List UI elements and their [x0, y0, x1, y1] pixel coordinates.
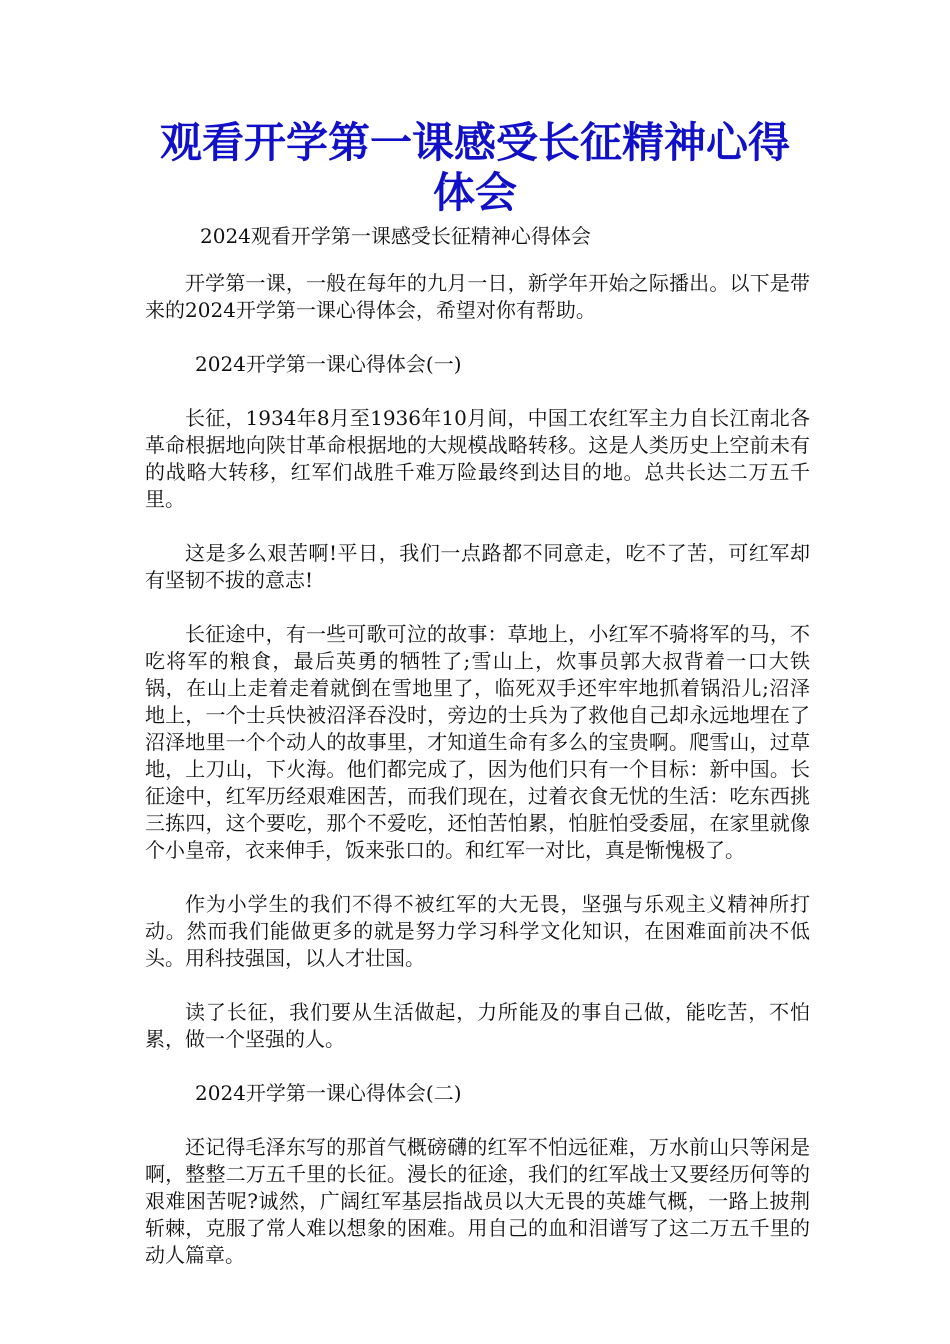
section2-paragraph: 还记得毛泽东写的那首气概磅礴的红军不怕远征难，万水前山只等闲是啊，整整二万五千里的长征。漫长的征途，我们的红军战士又要经历何等的艰难困苦呢?诚然，广阔红军基层指战员以大无畏的英雄气概，一路上披荆斩棘，克服了常人难以想象的困难。用自己的血和泪谱写了这二万五千里的动人篇章。 — [145, 1135, 810, 1267]
section1-paragraph: 读了长征，我们要从生活做起，力所能及的事自己做，能吃苦，不怕累，做一个坚强的人。 — [145, 1000, 810, 1051]
section1-paragraph: 长征途中，有一些可歌可泣的故事：草地上，小红军不骑将军的马，不吃将军的粮食，最后英勇的牺牲了;雪山上，炊事员郭大叔背着一口大铁锅，在山上走着走着就倒在雪地里了，临死双手还牢牢地抓着锅沿儿;沼泽地上，一个士兵快被沼泽吞没时，旁边的士兵为了救他自己却永远地埋在了沼泽地里一个个动人的故事里，才知道生命有多么的宝贵啊。爬雪山，过草地，上刀山，下火海。他们都完成了，因为他们只有一个目标：新中国。长征途中，红军历经艰难困苦，而我们现在，过着衣食无忧的生活：吃东西挑三拣四，这个要吃，那个不爱吃，还怕苦怕累，怕脏怕受委屈，在家里就像个小皇帝，衣来伸手，饭来张口的。和红军一对比，真是惭愧极了。 — [145, 622, 810, 862]
document-body — [145, 270, 810, 1296]
section1-paragraph: 这是多么艰苦啊!平日，我们一点路都不同意走，吃不了苦，可红军却有坚韧不拔的意志! — [145, 541, 810, 592]
section-heading-2: 2024开学第一课心得体会(二) — [195, 1081, 462, 1105]
section1-paragraph: 长征，1934年8月至1936年10月间，中国工农红军主力自长江南北各革命根据地向陕甘革命根据地的大规模战略转移。这是人类历史上空前未有的战略大转移，红军们战胜千难万险最终到达目的地。总共长达二万五千里。 — [145, 406, 810, 511]
section-heading-1: 2024开学第一课心得体会(一) — [195, 352, 462, 376]
document-title: 观看开学第一课感受长征精神心得体会 — [159, 118, 790, 217]
section1-paragraph: 作为小学生的我们不得不被红军的大无畏，坚强与乐观主义精神所打动。然而我们能做更多的就是努力学习科学文化知识，在困难面前决不低头。用科技强国，以人才壮国。 — [145, 892, 810, 970]
document-subtitle: 2024观看开学第一课感受长征精神心得体会 — [200, 224, 591, 248]
intro-paragraph: 开学第一课，一般在每年的九月一日，新学年开始之际播出。以下是带来的2024开学第一课心得体会，希望对你有帮助。 — [145, 271, 810, 322]
